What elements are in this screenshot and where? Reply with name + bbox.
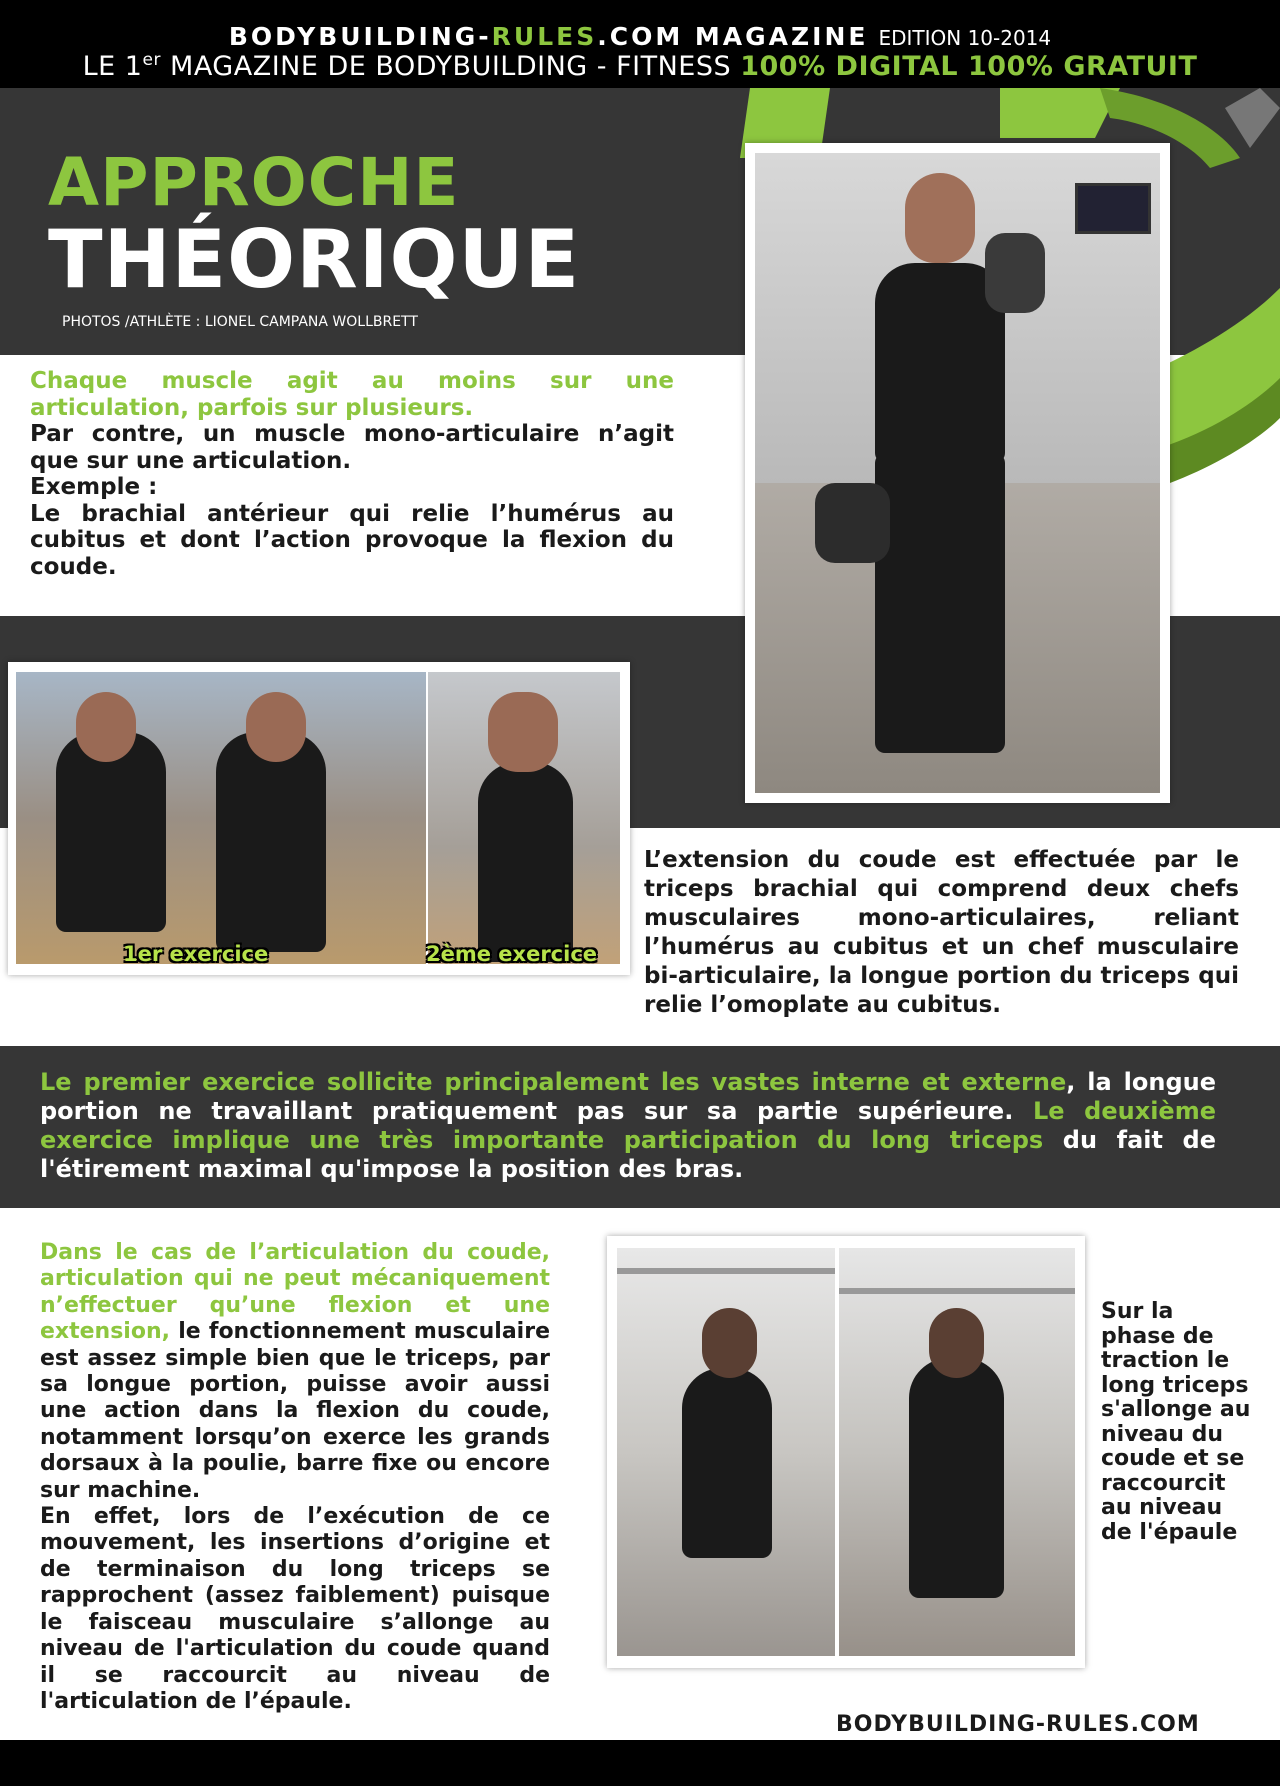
title-line-1: APPROCHE [48, 144, 460, 221]
exercise-photo [8, 662, 630, 975]
exercise-comparison-text: Le premier exercice sollicite principalement les vastes interne et externe, la longue portion ne travaillant pratiquement pas sur sa partie supérieure. Le deuxième exercice implique une très importante participation du long triceps du fait de l'étirement maximal qu'impose la position des bras. [40, 1068, 1217, 1183]
magazine-tagline: LE 1er MAGAZINE DE BODYBUILDING - FITNESS 100% DIGITAL 100% GRATUIT [82, 50, 1198, 82]
title-line-2: THÉORIQUE [48, 213, 581, 306]
pullup-photo [607, 1236, 1085, 1668]
footer-bar [0, 1740, 1280, 1786]
pullup-caption: Sur la phase de traction le long triceps s'allonge au niveau du coude et se raccourcit au niveau de l'épaule [1101, 1299, 1251, 1545]
extension-text: L’extension du coude est effectuée par le triceps brachial qui comprend deux chefs musculaires mono-articulaires, reliant l’humérus au cubitus et un chef musculaire bi-articulaire, la longue portion du triceps qui relie l’omoplate au cubitus. [644, 847, 1239, 1018]
intro-text: Chaque muscle agit au moins sur une articulation, parfois sur plusieurs. Par contre, un muscle mono-articulaire n’agit que sur une articulation. Exemple : Le brachial antérieur qui relie l’humérus au cubitus et dont l’action provoque la flexion du coude. [30, 368, 674, 580]
exercise-label-2: 2ème exercice [426, 942, 598, 966]
photo-credit: PHOTOS /ATHLÈTE : LIONEL CAMPANA WOLLBRETT [62, 314, 418, 330]
edition-label: EDITION 10-2014 [878, 26, 1052, 50]
magazine-title: BODYBUILDING-RULES.COM MAGAZINE EDITION 10-2014 [228, 22, 1052, 51]
exercise-label-1: 1er exercice [123, 942, 269, 966]
bottom-text: Dans le cas de l’articulation du coude, articulation qui ne peut mécaniquement n’effectuer qu’une flexion et une extension, le fonctionnement musculaire est assez simple bien que le triceps, par sa longue portion, puisse avoir aussi une action dans la flexion du coude, notamment lorsqu’on exerce les grands dorsaux à la poulie, barre fixe ou encore sur machine. En effet, lors de l’exécution de ce mouvement, les insertions d’origine et de terminaison du long triceps se rapprochent (assez faiblement) puisque le faisceau musculaire s’allonge au niveau de l'articulation du coude quand il se raccourcit au niveau de l'articulation de l’épaule. [40, 1240, 550, 1714]
footer-site-name[interactable]: BODYBUILDING-RULES.COM [836, 1712, 1200, 1737]
main-athlete-photo [745, 143, 1170, 803]
